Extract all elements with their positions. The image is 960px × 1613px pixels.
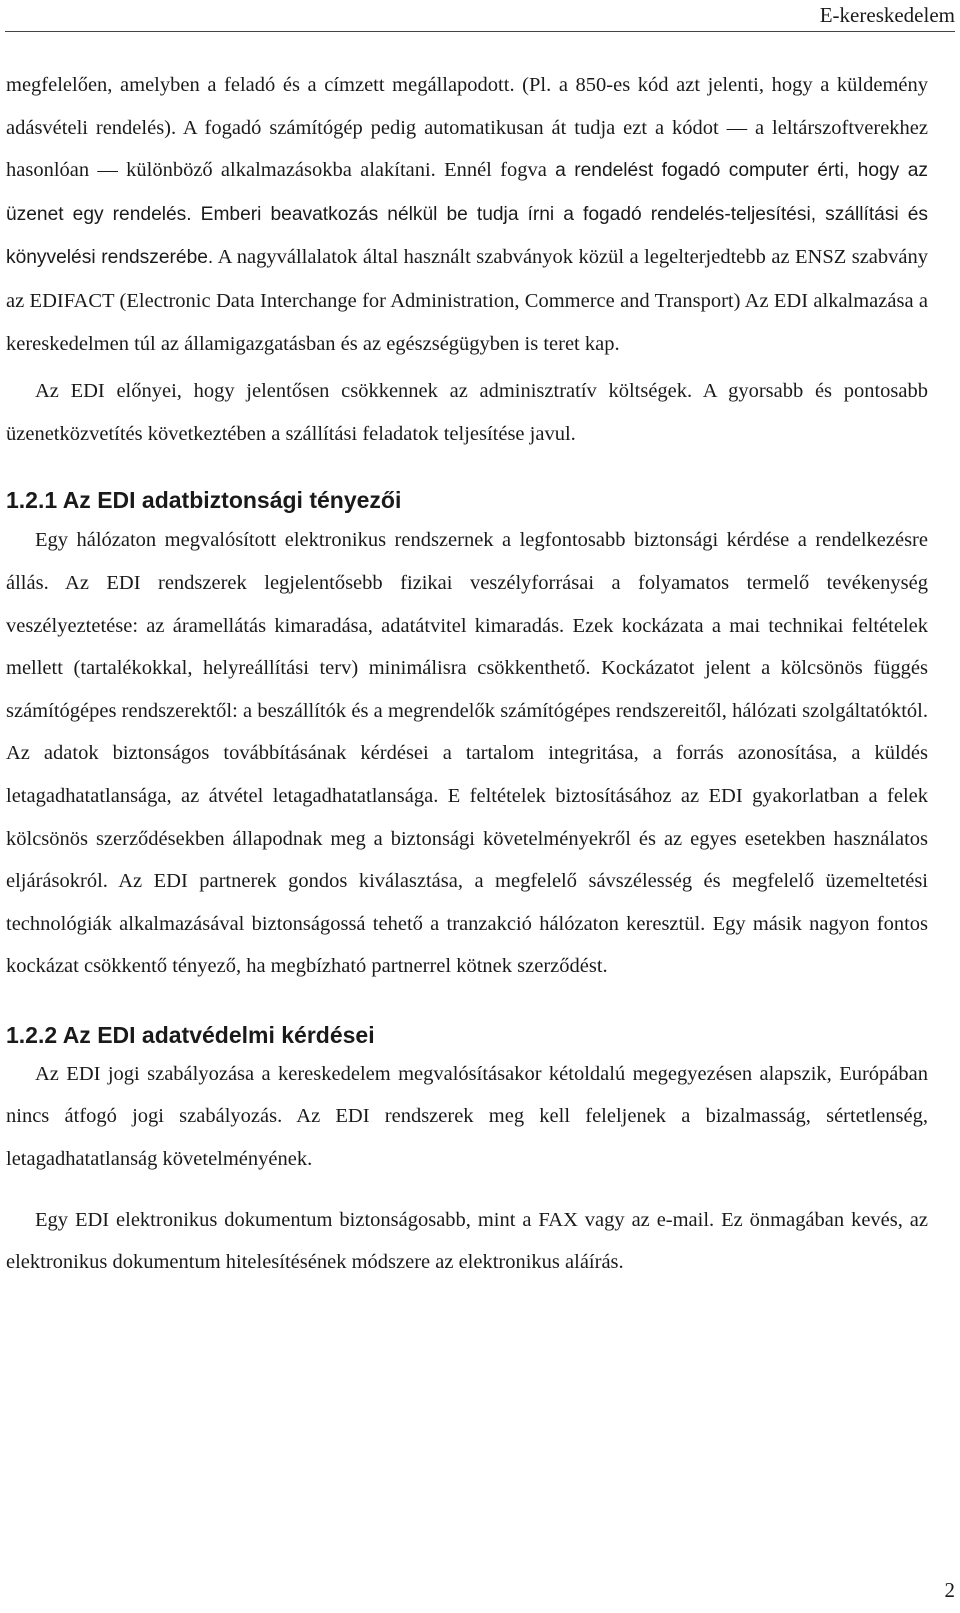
section-heading-privacy: 1.2.2 Az EDI adatvédelmi kérdései	[6, 1021, 375, 1048]
running-header: E-kereskedelem	[819, 3, 955, 27]
paragraph-privacy-1: Az EDI jogi szabályozása a kereskedelem megvalósításakor kétoldalú megegyezésen alapszik, Európában nincs átfogó jogi szabályozás. Az EDI rendszerek meg kell feleljenek a bizalmasság, sértetlenség, letagadhatatlanság követelményének.	[6, 1062, 928, 1171]
paragraph-security: Egy hálózaton megvalósított elektronikus rendszernek a legfontosabb biztonsági kérdése a rendelkezésre állás. Az EDI rendszerek legjelentősebb fizikai veszélyforrásai a folyamatos termelő tevékenység veszélyeztetése: az áramellátás kimaradása, adatátvitel kimaradás. Ezek kockázata a mai technikai feltételek mellett (tartalékokkal, helyreállítási terv) minimálisra csökkenthető. Kockázatot jelent a kölcsönös függés számítógépes rendszerektől: a beszállítók és a megrendelők számítógépes rendszereitől, hálózati szolgáltatóktól. Az adatok biztonságos továbbításának kérdései a tartalom integritása, a forrás azonosítása, a küldés letagadhatatlansága, az átvétel letagadhatatlansága. E feltételek biztosításához az EDI gyakorlatban a felek kölcsönös szerződésekben állapodnak meg a biztonsági követelményekről és az egyes esetekben használatos eljárásokról. Az EDI partnerek gondos kiválasztása, a megfelelő sávszélesség és megfelelő üzemeltetési technológiák alkalmazásával biztonságossá tehető a tranzakció hálózaton keresztül. Egy másik nagyon fontos kockázat csökkentő tényező, ha megbízható partnerrel kötnek szerződést.	[6, 529, 928, 978]
paragraph-edi-intro-part1: megfelelően, amelyben a feladó és a címzett megállapodott. (Pl. a 850-es kód azt jelenti, hogy a küldemény adásvételi rendelés). A fogadó számítógép pedig automatikusan át tudja ezt a kódot — a leltárszoftverekhez hasonlóan — különböző alkalmazásokba alakítani. Ennél fogva	[6, 74, 928, 182]
document-body	[6, 64, 928, 1284]
header-divider	[5, 31, 955, 32]
section-heading-security: 1.2.1 Az EDI adatbiztonsági tényezői	[6, 487, 402, 514]
paragraph-privacy-2: Egy EDI elektronikus dokumentum biztonságosabb, mint a FAX vagy az e-mail. Ez önmagában kevés, az elektronikus dokumentum hitelesítésének módszere az elektronikus aláírás.	[6, 1208, 928, 1274]
paragraph-edi-advantages: Az EDI előnyei, hogy jelentősen csökkennek az adminisztratív költségek. A gyorsabb és pontosabb üzenetközvetítés következtében a szállítási feladatok teljesítése javul.	[6, 380, 928, 445]
paragraph-edi-intro-part2: a rendelést fogadó computer érti, hogy az üzenet egy rendelés. Emberi beavatkozás nélkül be tudja írni a fogadó rendelés-teljesítési, szállítási és könyvelési rendszerébe.	[6, 160, 928, 269]
page-number: 2	[944, 1578, 955, 1602]
paragraph-edi-intro-part3: A nagyvállalatok által használt szabványok közül a legelterjedtebb az ENSZ szabvány az EDIFACT (Electronic Data Interchange for Administration, Commerce and Transport) Az EDI alkalmazása a kereskedelmen túl az államigazgatásban és az egészségügyben is teret kap.	[6, 246, 929, 355]
paragraph-edi-intro	[6, 64, 928, 365]
